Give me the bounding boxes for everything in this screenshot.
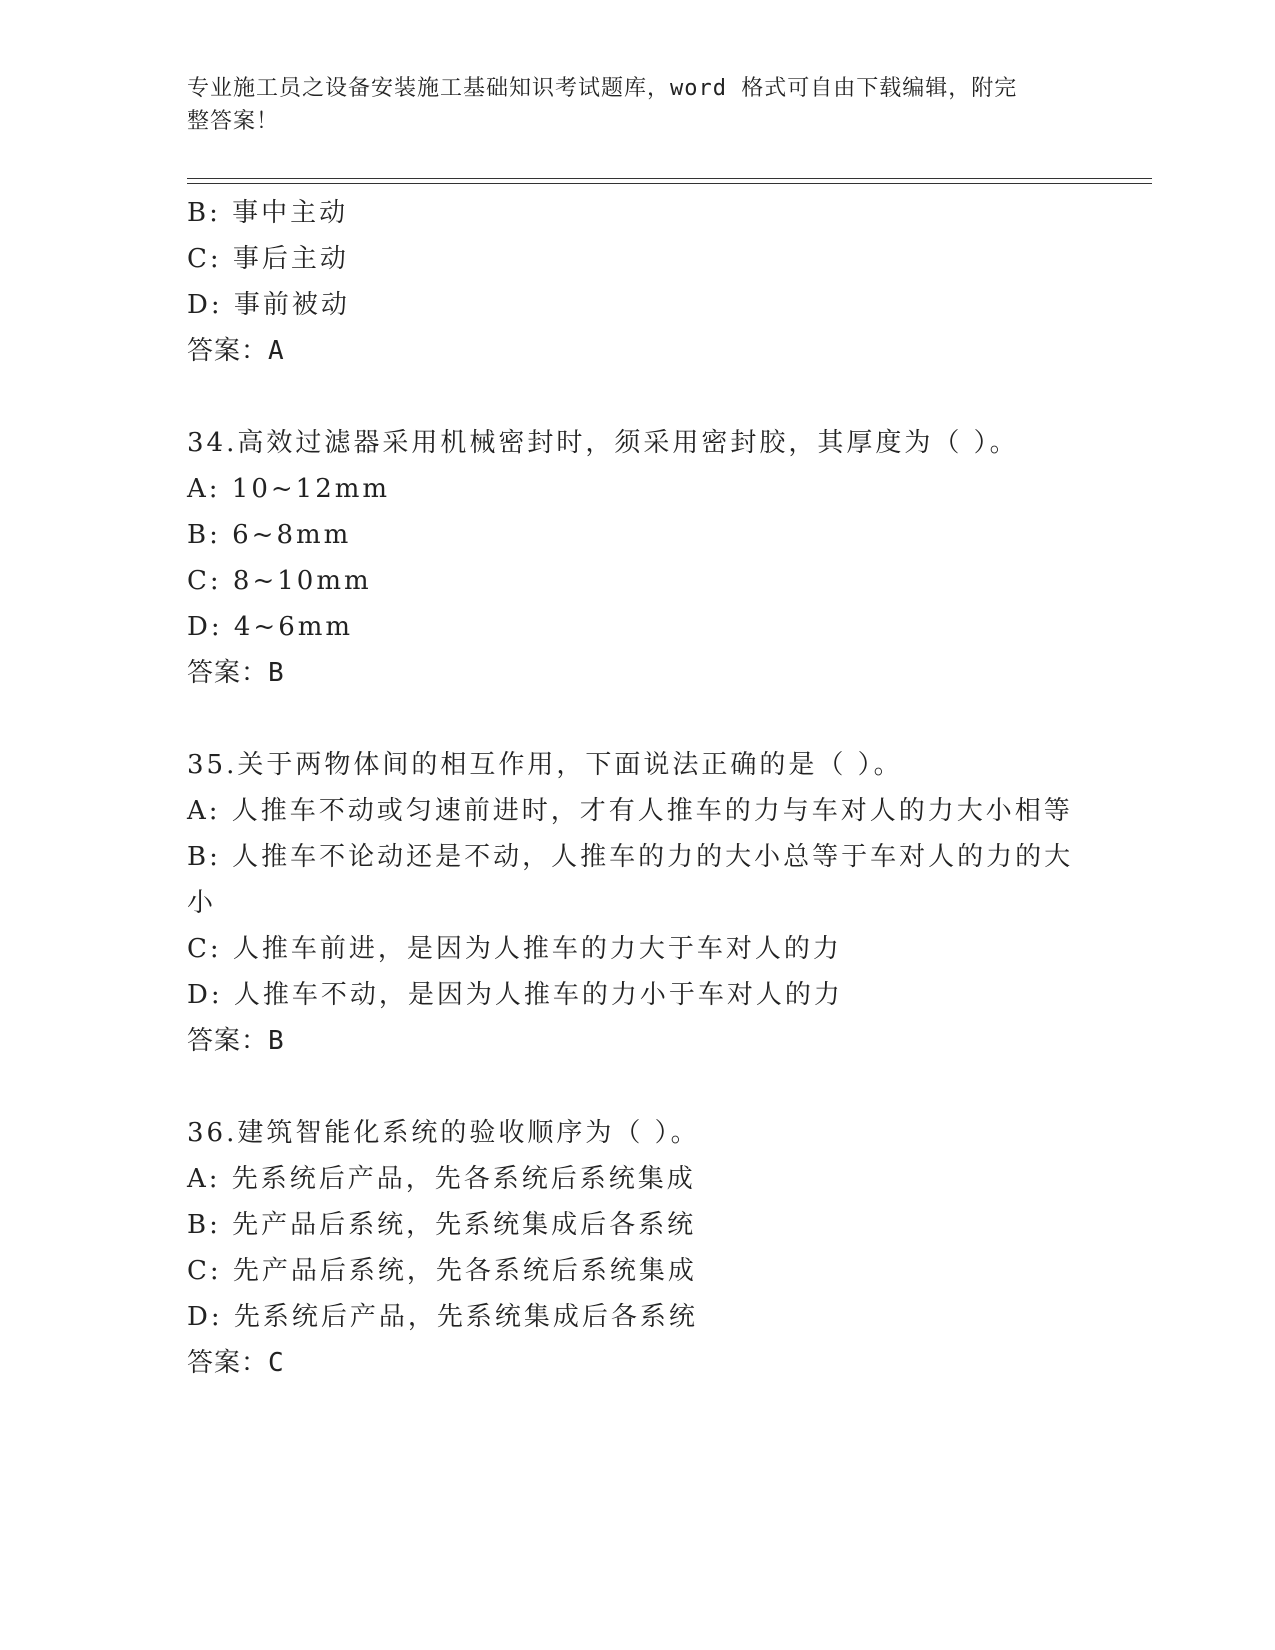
spacer (187, 696, 1087, 742)
option-a: A: 10~12mm (187, 474, 391, 504)
question-block-34 (187, 420, 1087, 696)
option-a: A: 人推车不动或匀速前进时，才有人推车的力与车对人的力大小相等 (187, 796, 1073, 826)
question-text: 35.关于两物体间的相互作用，下面说法正确的是（ ）。 (187, 750, 903, 780)
header-line-2: 整答案！ (187, 109, 280, 134)
option-a: A: 先系统后产品，先各系统后系统集成 (187, 1164, 696, 1194)
option-c: C: 先产品后系统，先各系统后系统集成 (187, 1256, 697, 1286)
option-d: D: 事前被动 (187, 290, 350, 320)
option-c: C: 8~10mm (187, 566, 372, 596)
answer-line: 答案：A (187, 336, 285, 366)
header-divider-top (187, 178, 1152, 179)
question-list (187, 190, 1087, 1386)
header-divider-bottom (187, 183, 1152, 184)
option-b: B: 6~8mm (187, 520, 352, 550)
spacer (187, 374, 1087, 420)
document-header (187, 72, 1067, 138)
option-c: C: 人推车前进，是因为人推车的力大于车对人的力 (187, 934, 842, 964)
option-d: D: 人推车不动，是因为人推车的力小于车对人的力 (187, 980, 843, 1010)
question-text: 34.高效过滤器采用机械密封时，须采用密封胶，其厚度为（ ）。 (187, 428, 1019, 458)
answer-line: 答案：B (187, 1026, 285, 1056)
question-text: 36.建筑智能化系统的验收顺序为（ ）。 (187, 1118, 700, 1148)
option-b: B: 事中主动 (187, 198, 349, 228)
option-b: B: 先产品后系统，先系统集成后各系统 (187, 1210, 697, 1240)
question-block-33 (187, 190, 1087, 374)
option-b: B: 人推车不论动还是不动，人推车的力的大小总等于车对人的力的大小 (187, 842, 1074, 918)
answer-line: 答案：B (187, 658, 285, 688)
answer-line: 答案：C (187, 1348, 285, 1378)
option-d: D: 先系统后产品，先系统集成后各系统 (187, 1302, 698, 1332)
option-d: D: 4~6mm (187, 612, 354, 642)
question-block-35 (187, 742, 1087, 1064)
question-block-36 (187, 1110, 1087, 1386)
option-c: C: 事后主动 (187, 244, 349, 274)
header-line-1: 专业施工员之设备安装施工基础知识考试题库，word 格式可自由下载编辑，附完 (187, 76, 1018, 101)
spacer (187, 1064, 1087, 1110)
